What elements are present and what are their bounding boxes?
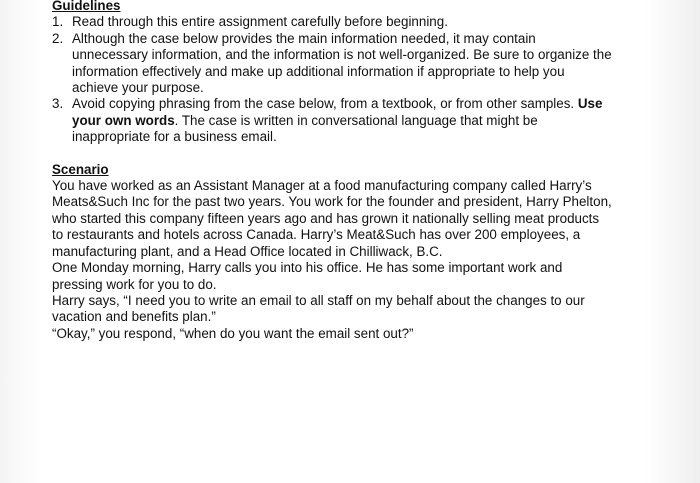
scenario-paragraph-3: Harry says, “I need you to write an email to all staff on my behalf about the changes to our vacation and benefits plan.”: [52, 292, 585, 325]
scenario-heading: Scenario: [52, 161, 109, 177]
scenario-paragraph-2: One Monday morning, Harry calls you into his office. He has some important work and pressing work for you to do.: [52, 260, 563, 292]
guideline-item-2: [52, 30, 612, 97]
scenario-paragraph-1: You have worked as an Assistant Manager at a food manufacturing company called Harry’s Meats&Such Inc for the past two years. You work for the founder and president, Harry Phelton, who started this company fifteen years ago and has grown it nationally selling meat products to restaurants and hotels across Canada. Harry’s Meat&Such has over 200 employees, a manufacturing plant, and a Head Office located in Chilliwack, B.C.: [52, 178, 612, 259]
guideline-item-3: [52, 96, 612, 145]
guideline-number: 3.: [52, 96, 64, 112]
guideline-text-after: . The case is written in conversational language that might be inappropriate for a business email.: [72, 112, 538, 145]
document-content: [52, 0, 612, 342]
scenario-paragraph-4: “Okay,” you respond, “when do you want the email sent out?”: [52, 325, 414, 341]
guideline-bold-text: Use your own words: [72, 96, 603, 128]
guideline-item-1: [52, 14, 612, 30]
guideline-text-before: Avoid copying phrasing from the case below, from a textbook, or from other samples.: [72, 96, 578, 112]
guideline-text: Read through this entire assignment carefully before beginning.: [72, 14, 448, 30]
guidelines-list: [52, 14, 612, 145]
guidelines-heading: Guidelines: [52, 0, 121, 13]
guideline-number: 1.: [52, 14, 64, 30]
guideline-text: Although the case below provides the main information needed, it may contain unnecessary information, and the information is not well-organized. Be sure to organize the information effectively and make up additional information if appropriate to help you achieve your purpose.: [72, 30, 612, 96]
guideline-number: 2.: [52, 30, 64, 46]
